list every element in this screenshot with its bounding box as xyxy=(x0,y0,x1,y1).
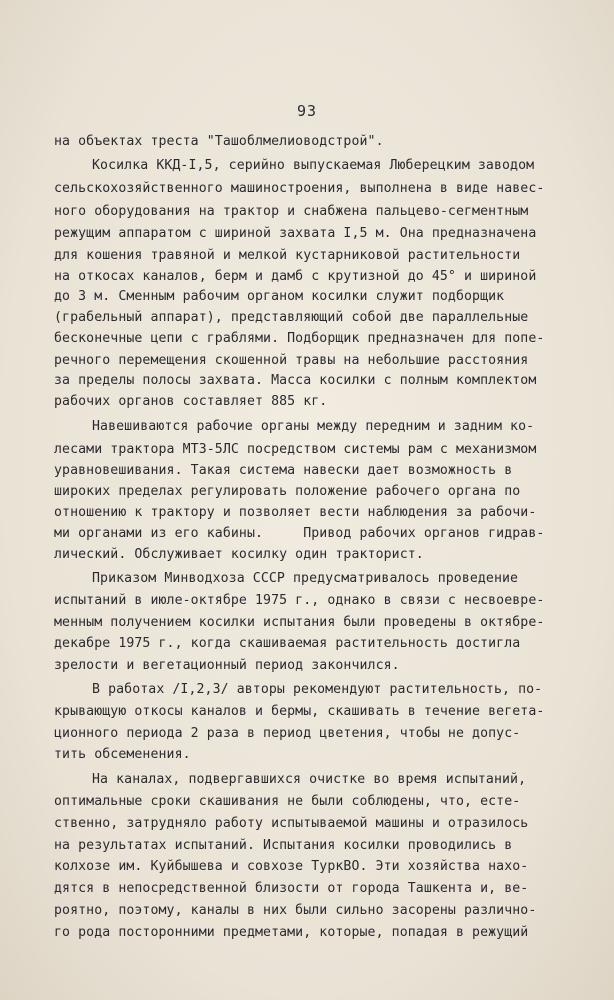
text-line: Приказом Минводхоза СССР предусматривалось проведение xyxy=(92,571,519,586)
text-line: широких пределах регулировать положение рабочего органа по xyxy=(54,484,521,499)
text-line: на результатах испытаний. Испытания косилки проводились в xyxy=(54,838,513,853)
text-line: лесами трактора МТЗ-5ЛС посредством системы рам с механизмом xyxy=(54,442,537,457)
text-line: декабре 1975 г., когда скашиваемая растительность достигла xyxy=(54,636,521,651)
page-number: 93 xyxy=(296,102,318,120)
text-line: На каналах, подвергавшихся очистке во время испытаний, xyxy=(92,772,527,787)
text-line: ного оборудования на трактор и снабжена пальцево-сегментным xyxy=(54,204,529,219)
text-line: рабочих органов составляет 885 кг. xyxy=(54,394,328,409)
text-line: дятся в непосредственной близости от города Ташкента и, ве- xyxy=(54,881,529,896)
text-line: зрелости и вегетационный период закончился. xyxy=(54,658,400,673)
text-line: до 3 м. Сменным рабочим органом косилки служит подборщик xyxy=(54,289,505,304)
text-line: роятно, поэтому, каналы в них были сильно засорены различно- xyxy=(54,903,537,918)
text-line: ми органами из его кабины. Привод рабочих органов гидрав- xyxy=(54,526,545,541)
text-line: для кошения травяной и мелкой кустарниковой растительности xyxy=(54,248,521,263)
text-line: на объектах треста "Ташоблмелиоводстрой". xyxy=(54,134,384,149)
text-line: сельскохозяйственного машиностроения, выполнена в виде навес- xyxy=(54,181,545,196)
text-line: уравновешивания. Такая система навески дает возможность в xyxy=(54,463,513,478)
text-line: тить обсеменения. xyxy=(54,747,191,762)
text-line: речного перемещения скошенной травы на небольшие расстояния xyxy=(54,353,529,368)
text-line: В работах /I,2,3/ авторы рекомендуют растительность, по- xyxy=(92,682,543,697)
text-line: испытаний в июле-октябре 1975 г., однако в связи с несвоевре- xyxy=(54,593,545,608)
text-line: Косилка ККД-I,5, серийно выпускаемая Люберецким заводом xyxy=(92,158,535,173)
text-line: го рода посторонними предметами, которые, попадая в режущий xyxy=(54,925,529,940)
text-line: на откосах каналов, берм и дамб с крутизной до 45° и шириной xyxy=(54,269,537,284)
text-line: режущим аппаратом с шириной захвата I,5 м. Она предназначена xyxy=(54,226,537,241)
text-line: оптимальные сроки скашивания не были соблюдены, что, есте- xyxy=(54,794,521,809)
text-line: лический. Обслуживает косилку один тракторист. xyxy=(54,547,424,562)
text-line: колхозе им. Куйбышева и совхозе ТуркВО. Эти хозяйства нахо- xyxy=(54,859,529,874)
text-line: крывающую откосы каналов и бермы, скашивать в течение вегета- xyxy=(54,704,545,719)
text-line: ционного периода 2 раза в период цветения, чтобы не допус- xyxy=(54,726,521,741)
text-line: (грабельный аппарат), представляющий собой две параллельные xyxy=(54,310,529,325)
text-line: бесконечные цепи с граблями. Подборщик предназначен для попе- xyxy=(54,331,545,346)
text-line: менным получением косилки испытания были проведены в октябре- xyxy=(54,615,545,630)
text-line: за пределы полосы захвата. Масса косилки с полным комплектом xyxy=(54,373,537,388)
text-line: Навешиваются рабочие органы между передним и задним ко- xyxy=(92,419,535,434)
text-line: ственно, затрудняло работу испытываемой машины и отразилось xyxy=(54,816,529,831)
text-line: отношению к трактору и позволяет вести наблюдения за рабочи- xyxy=(54,505,537,520)
